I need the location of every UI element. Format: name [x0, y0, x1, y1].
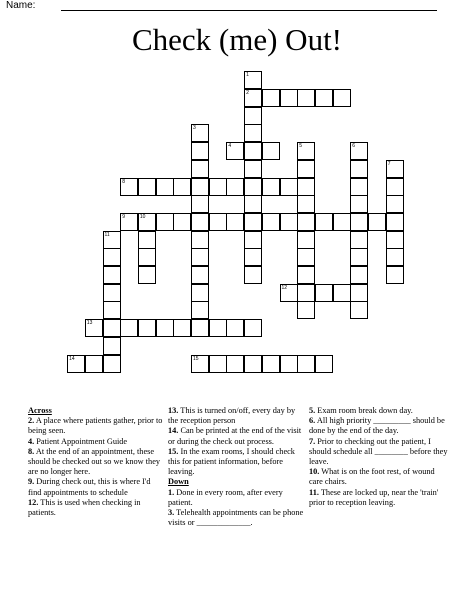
grid-cell[interactable]	[350, 195, 368, 213]
clue-item	[309, 488, 449, 508]
clue-number-label: 9.	[28, 477, 35, 487]
grid-cell[interactable]	[262, 89, 280, 107]
clue-number-label: 6.	[309, 416, 316, 426]
grid-cell[interactable]	[297, 301, 315, 319]
clue-text: This is turned on/off, every day by the reception person	[168, 406, 296, 426]
clue-number: 9	[122, 213, 125, 220]
grid-cell[interactable]	[156, 178, 174, 196]
grid-cell[interactable]	[191, 160, 209, 178]
grid-cell[interactable]	[315, 213, 333, 231]
grid-cell[interactable]	[386, 195, 404, 213]
grid-cell[interactable]	[191, 231, 209, 249]
grid-cell[interactable]	[262, 178, 280, 196]
clue-number: 11	[104, 231, 110, 238]
clue-number-label: 11.	[309, 487, 319, 497]
grid-cell[interactable]	[138, 231, 156, 249]
grid-cell[interactable]	[191, 266, 209, 284]
grid-cell[interactable]	[191, 301, 209, 319]
grid-cell[interactable]	[67, 355, 85, 373]
clue-item	[309, 406, 449, 416]
clue-number: 13	[86, 320, 93, 327]
grid-cell[interactable]	[315, 284, 333, 302]
clue-number: 4	[228, 143, 232, 150]
grid-cell[interactable]	[244, 248, 262, 266]
grid-cell[interactable]	[350, 142, 368, 160]
clue-item	[168, 406, 304, 426]
clue-text: This is used when checking in patients.	[28, 497, 141, 518]
clue-number-label: 2.	[28, 416, 35, 426]
grid-cell[interactable]	[191, 319, 209, 337]
grid-cell[interactable]	[297, 355, 315, 373]
clue-number: 7	[387, 160, 391, 167]
clue-number-label: 14.	[168, 426, 179, 436]
clue-number-label: 4.	[28, 436, 35, 446]
grid-cell[interactable]	[386, 248, 404, 266]
grid-cell[interactable]	[386, 266, 404, 284]
grid-cell[interactable]	[244, 160, 262, 178]
grid-cell[interactable]	[333, 284, 351, 302]
clue-item	[28, 498, 164, 518]
grid-cell[interactable]	[120, 178, 138, 196]
grid-cell[interactable]	[173, 213, 191, 231]
clue-text: Patient Appointment Guide	[34, 436, 128, 446]
clue-text: Can be printed at the end of the visit or during the check out process.	[168, 426, 302, 446]
clues-column-3	[309, 406, 449, 508]
grid-cell[interactable]	[244, 178, 262, 196]
grid-cell[interactable]	[297, 248, 315, 266]
grid-cell[interactable]	[103, 266, 121, 284]
grid-cell[interactable]	[191, 195, 209, 213]
grid-cell[interactable]	[138, 266, 156, 284]
clue-text: During check out, this is where I'd find appointments to schedule	[28, 477, 151, 497]
grid-cell[interactable]	[244, 142, 262, 160]
grid-cell[interactable]	[280, 89, 298, 107]
clue-text: At the end of an appointment, these should be checked out so we know they are no longer here.	[28, 446, 161, 477]
grid-cell[interactable]	[138, 319, 156, 337]
grid-cell[interactable]	[244, 195, 262, 213]
clue-heading: Down	[168, 477, 189, 487]
grid-cell[interactable]	[386, 178, 404, 196]
grid-cell[interactable]	[244, 71, 262, 89]
grid-cell[interactable]	[156, 319, 174, 337]
clue-item	[28, 447, 164, 478]
grid-cell[interactable]	[297, 142, 315, 160]
clue-item	[168, 426, 304, 446]
grid-cell[interactable]	[297, 195, 315, 213]
grid-cell[interactable]	[138, 248, 156, 266]
clue-item	[168, 447, 304, 478]
grid-cell[interactable]	[333, 89, 351, 107]
grid-cell[interactable]	[103, 248, 121, 266]
grid-cell[interactable]	[297, 213, 315, 231]
clue-number: 8	[122, 178, 125, 185]
grid-cell[interactable]	[209, 178, 227, 196]
grid-cell[interactable]	[226, 355, 244, 373]
clue-item	[28, 437, 164, 447]
clue-number: 14	[69, 355, 75, 362]
grid-cell[interactable]	[226, 319, 244, 337]
grid-cell[interactable]	[103, 231, 121, 249]
clue-item	[309, 416, 449, 436]
grid-cell[interactable]	[191, 124, 209, 142]
grid-cell[interactable]	[244, 107, 262, 125]
clue-number-label: 12.	[28, 497, 39, 507]
clue-number: 1	[246, 72, 249, 79]
clue-number-label: 8.	[28, 446, 35, 456]
clue-number: 5	[299, 143, 302, 150]
clue-number: 6	[352, 143, 356, 150]
clues-column-1	[28, 406, 164, 518]
clue-number-label: 5.	[309, 406, 316, 415]
grid-cell[interactable]	[386, 160, 404, 178]
grid-cell[interactable]	[191, 284, 209, 302]
grid-cell[interactable]	[120, 213, 138, 231]
clue-text: These are locked up, near the 'train' prior to reception leaving.	[309, 487, 439, 507]
clue-number-label: 15.	[168, 446, 179, 456]
grid-cell[interactable]	[191, 178, 209, 196]
clue-number-label: 3.	[168, 508, 175, 518]
grid-cell[interactable]	[209, 213, 227, 231]
grid-cell[interactable]	[244, 231, 262, 249]
grid-cell[interactable]	[280, 355, 298, 373]
grid-cell[interactable]	[244, 319, 262, 337]
grid-cell[interactable]	[226, 213, 244, 231]
clue-number: 2	[246, 90, 249, 96]
grid-cell[interactable]	[350, 213, 368, 231]
clue-text: Exam room break down day.	[315, 406, 413, 415]
grid-cell[interactable]	[297, 231, 315, 249]
grid-cell[interactable]	[386, 213, 404, 231]
grid-cell[interactable]	[226, 178, 244, 196]
clue-item	[168, 488, 304, 508]
clue-item	[168, 508, 304, 528]
clue-number-label: 7.	[309, 436, 316, 446]
clue-text: Prior to checking out the patient, I should schedule all ________ before they leave.	[309, 436, 448, 467]
puzzle-title: Check (me) Out!	[131, 22, 343, 57]
grid-cell[interactable]	[191, 142, 209, 160]
clue-heading: Across	[28, 406, 52, 415]
grid-cell[interactable]	[173, 319, 191, 337]
grid-cell[interactable]	[103, 301, 121, 319]
grid-cell[interactable]	[244, 124, 262, 142]
grid-cell[interactable]	[297, 284, 315, 302]
grid-cell[interactable]	[138, 213, 156, 231]
grid-cell[interactable]	[209, 319, 227, 337]
grid-cell[interactable]	[244, 213, 262, 231]
grid-cell[interactable]	[244, 355, 262, 373]
grid-cell[interactable]	[350, 284, 368, 302]
grid-cell[interactable]	[191, 355, 209, 373]
clue-text: A place where patients gather, prior to being seen.	[28, 416, 163, 436]
grid-cell[interactable]	[297, 160, 315, 178]
clue-number-label: 10.	[309, 467, 320, 477]
grid-cell[interactable]	[85, 355, 103, 373]
grid-cell[interactable]	[280, 213, 298, 231]
grid-cell[interactable]	[191, 248, 209, 266]
grid-cell[interactable]	[297, 89, 315, 107]
grid-cell[interactable]	[350, 266, 368, 284]
grid-cell[interactable]	[262, 355, 280, 373]
grid-cell[interactable]	[315, 89, 333, 107]
grid-cell[interactable]	[350, 248, 368, 266]
grid-cell[interactable]	[386, 231, 404, 249]
grid-cell[interactable]	[350, 160, 368, 178]
clue-number-label: 1.	[168, 487, 175, 497]
clue-text: Done in every room, after every patient.	[168, 487, 283, 507]
grid-cell[interactable]	[315, 355, 333, 373]
clue-item	[309, 467, 449, 487]
clue-text: Telehealth appointments can be phone visits or _____________.	[168, 508, 304, 528]
clue-text: All high priority _________ should be done by the end of the day.	[309, 416, 445, 436]
grid-cell[interactable]	[262, 213, 280, 231]
clue-item	[309, 437, 449, 468]
grid-cell[interactable]	[209, 355, 227, 373]
clues-column-2	[168, 406, 304, 528]
grid-cell[interactable]	[350, 178, 368, 196]
clue-number: 12	[281, 284, 288, 291]
grid-cell[interactable]	[120, 319, 138, 337]
grid-cell[interactable]	[244, 266, 262, 284]
grid-cell[interactable]	[350, 231, 368, 249]
grid-cell[interactable]	[297, 266, 315, 284]
grid-cell[interactable]	[138, 178, 156, 196]
grid-cell[interactable]	[103, 284, 121, 302]
grid-cell[interactable]	[350, 301, 368, 319]
clue-number: 10	[139, 213, 146, 220]
name-label: Name:	[6, 0, 36, 11]
grid-cell[interactable]	[297, 178, 315, 196]
grid-cell[interactable]	[85, 319, 103, 337]
grid-cell[interactable]	[156, 213, 174, 231]
grid-cell[interactable]	[191, 213, 209, 231]
grid-cell[interactable]	[226, 142, 244, 160]
clue-text: What is on the foot rest, of wound care chairs.	[309, 467, 435, 487]
grid-cell[interactable]	[244, 89, 262, 107]
clue-item	[28, 477, 164, 497]
grid-cell[interactable]	[173, 178, 191, 196]
grid-cell[interactable]	[262, 142, 280, 160]
grid-cell[interactable]	[333, 213, 351, 231]
grid-cell[interactable]	[280, 284, 298, 302]
clue-number: 3	[193, 125, 196, 132]
grid-cell[interactable]	[368, 213, 386, 231]
clue-text: In the exam rooms, I should check this for patient information, before leaving.	[168, 446, 295, 477]
grid-cell[interactable]	[103, 337, 121, 355]
clue-number: 15	[193, 355, 199, 362]
grid-cell[interactable]	[103, 319, 121, 337]
clue-item	[28, 416, 164, 436]
clue-number-label: 13.	[168, 406, 179, 415]
grid-cell[interactable]	[280, 178, 298, 196]
grid-cell[interactable]	[103, 355, 121, 373]
